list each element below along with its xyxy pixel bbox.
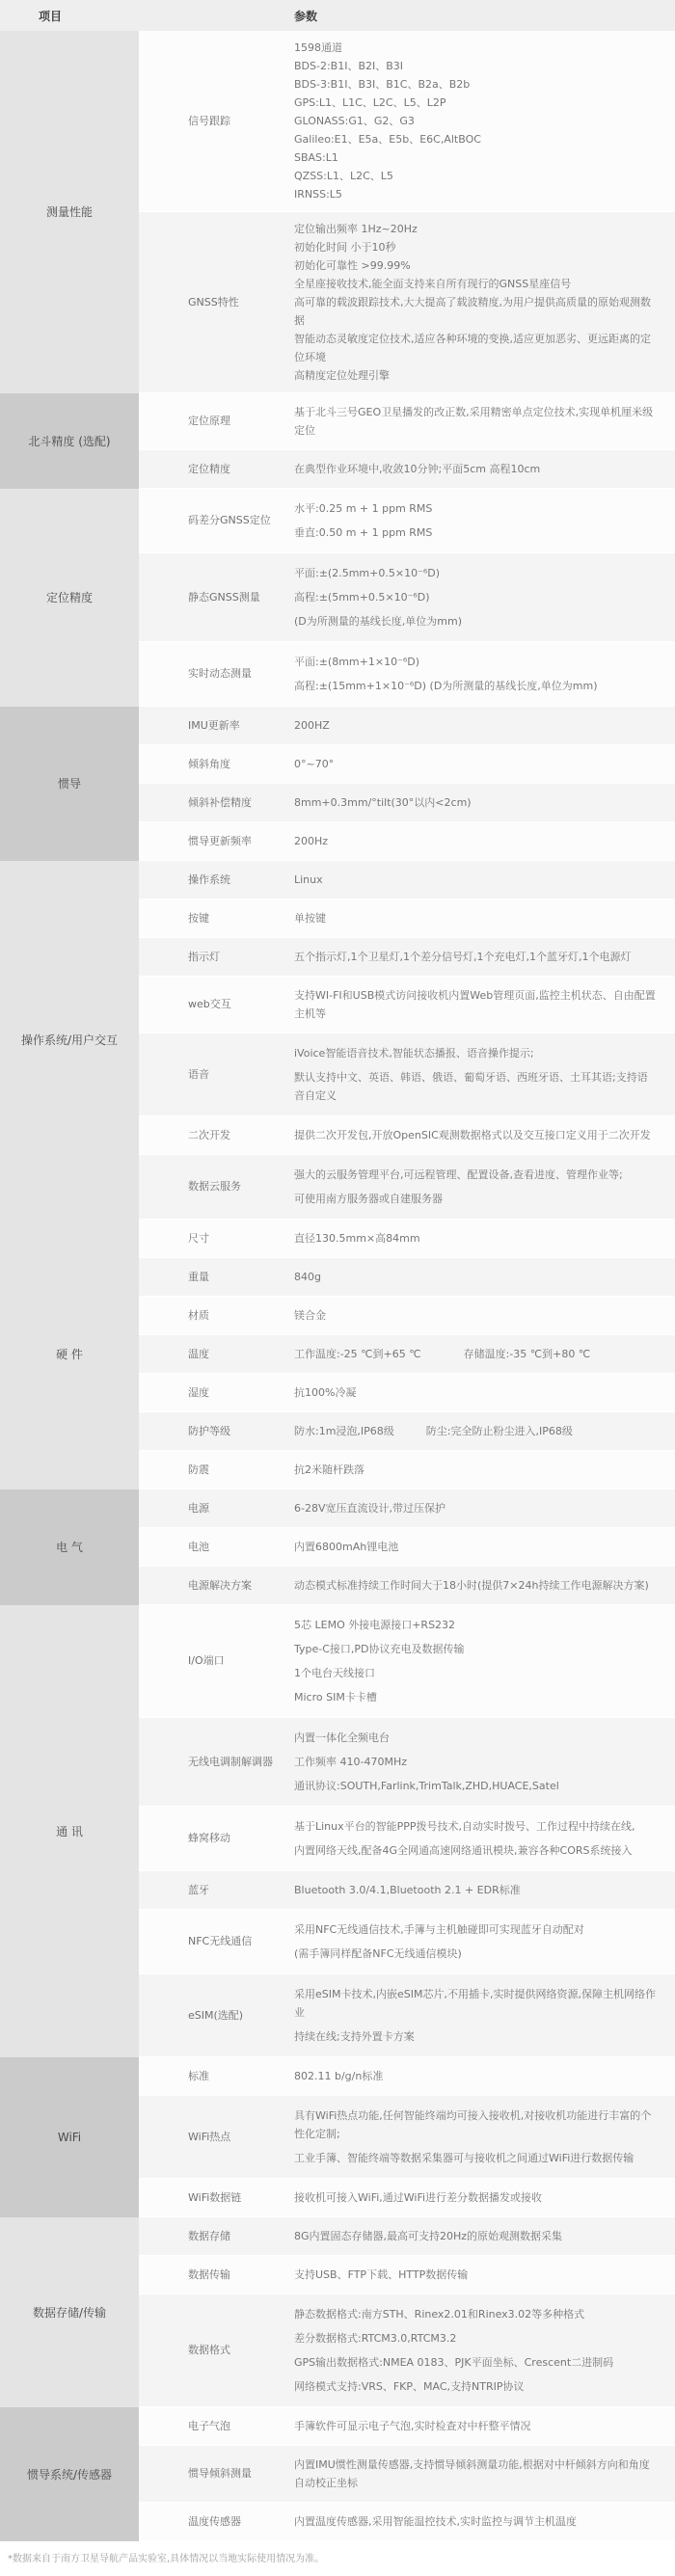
category-cell: 通 讯 bbox=[0, 1605, 139, 2057]
value-line: 网络模式支持:VRS、FKP、MAC,支持NTRIP协议 bbox=[294, 2380, 525, 2393]
param-value bbox=[294, 642, 675, 706]
param-value bbox=[294, 1489, 675, 1527]
spec-row bbox=[139, 977, 675, 1033]
value-line: BDS-3:B1I、B3I、B1C、B2a、B2b bbox=[294, 78, 471, 91]
value-line: 初始化可靠性 >99.99% bbox=[294, 259, 411, 272]
value-line: 基于北斗三号GEO卫星播发的改正数,采用精密单点定位技术,实现单机厘米级定位 bbox=[294, 406, 654, 437]
category-rows bbox=[139, 861, 675, 1220]
value-line: (D为所测量的基线长度,单位为mm) bbox=[294, 615, 462, 628]
param-value bbox=[294, 2217, 675, 2255]
param-label: 电子气泡 bbox=[188, 2419, 230, 2432]
value-line: 基于Linux平台的智能PPP拨号技术,自动实时拨号、工作过程中持续在线, bbox=[294, 1820, 635, 1833]
value-line: 6-28V宽压直流设计,带过压保护 bbox=[294, 1502, 446, 1515]
value-line: 静态数据格式:南方STH、Rinex2.01和Rinex3.02等多种格式 bbox=[294, 2308, 585, 2321]
param-label: 无线电调制解调器 bbox=[188, 1755, 273, 1768]
param-label: 语音 bbox=[188, 1067, 209, 1081]
header-param-col: 参数 bbox=[294, 9, 318, 23]
param-value bbox=[294, 899, 675, 937]
category-rows bbox=[139, 393, 675, 489]
value-line: 智能动态灵敏度定位技术,适应各种环境的变换,适应更加恶劣、更远距离的定位环境 bbox=[294, 333, 651, 363]
category-rows bbox=[139, 2407, 675, 2541]
param-value bbox=[294, 1374, 675, 1411]
spec-row bbox=[139, 1451, 675, 1489]
param-value bbox=[294, 2096, 675, 2178]
param-label: 重量 bbox=[188, 1270, 209, 1283]
spec-row bbox=[139, 489, 675, 553]
spec-row bbox=[139, 1116, 675, 1155]
spec-row bbox=[139, 899, 675, 938]
category-section bbox=[0, 2057, 675, 2217]
value-line: 可使用南方服务器或自建服务器 bbox=[294, 1193, 443, 1205]
param-label: 蓝牙 bbox=[188, 1883, 209, 1896]
spec-row bbox=[139, 2096, 675, 2179]
param-label: 数据云服务 bbox=[188, 1180, 241, 1193]
param-value bbox=[294, 1451, 675, 1489]
value-line: 平面:±(2.5mm+0.5×10⁻⁶D) bbox=[294, 567, 441, 579]
spec-row bbox=[139, 1412, 675, 1451]
param-label: 电源 bbox=[188, 1501, 209, 1515]
param-value bbox=[294, 489, 675, 552]
value-line: 采用eSIM卡技术,内嵌eSIM芯片,不用插卡,实时提供网络资源,保障主机网络作业 bbox=[294, 1988, 656, 2019]
param-value bbox=[294, 1258, 675, 1296]
category-rows bbox=[139, 2057, 675, 2217]
categories-container bbox=[0, 31, 675, 2541]
value-line: 采用NFC无线通信技术,手簿与主机触碰即可实现蓝牙自动配对 bbox=[294, 1923, 584, 1936]
param-label: 数据传输 bbox=[188, 2267, 230, 2281]
category-section bbox=[0, 489, 675, 707]
value-line: 平面:±(8mm+1×10⁻⁶D) bbox=[294, 656, 420, 668]
param-value bbox=[294, 938, 675, 976]
spec-row bbox=[139, 1335, 675, 1374]
param-value bbox=[294, 1220, 675, 1257]
value-line: 手簿软件可显示电子气泡,实时检查对中杆整平情况 bbox=[294, 2420, 531, 2432]
value-line: Micro SIM卡卡槽 bbox=[294, 1691, 377, 1704]
param-value bbox=[294, 1297, 675, 1334]
category-section bbox=[0, 707, 675, 861]
param-value bbox=[294, 745, 675, 783]
value-line: 五个指示灯,1个卫星灯,1个差分信号灯,1个充电灯,1个蓝牙灯,1个电源灯 bbox=[294, 951, 632, 963]
value-line: 接收机可接入WiFi,通过WiFi进行差分数据播发或接收 bbox=[294, 2191, 543, 2204]
param-label: 温度传感器 bbox=[188, 2514, 241, 2528]
param-value bbox=[294, 707, 675, 744]
spec-row bbox=[139, 822, 675, 861]
spec-row bbox=[139, 1974, 675, 2057]
value-line: 内置6800mAh锂电池 bbox=[294, 1541, 399, 1553]
value-line: (需手簿同样配备NFC无线通信模块) bbox=[294, 1947, 462, 1960]
value-line: 1598通道 bbox=[294, 41, 342, 54]
spec-row bbox=[139, 642, 675, 707]
param-label: 按键 bbox=[188, 911, 209, 925]
category-section bbox=[0, 1605, 675, 2057]
value-line: iVoice智能语音技术,智能状态播报、语音操作提示; bbox=[294, 1047, 534, 1060]
param-label: 信号跟踪 bbox=[188, 114, 230, 127]
value-line: 通讯协议:SOUTH,Farlink,TrimTalk,ZHD,HUACE,Satel bbox=[294, 1780, 559, 1792]
category-cell: 硬 件 bbox=[0, 1220, 139, 1489]
value-line: SBAS:L1 bbox=[294, 151, 338, 164]
value-line: 直径130.5mm×高84mm bbox=[294, 1232, 420, 1245]
spec-row bbox=[139, 1567, 675, 1605]
spec-row bbox=[139, 938, 675, 977]
spec-row bbox=[139, 1528, 675, 1567]
spec-row bbox=[139, 2179, 675, 2217]
param-label: WiFi热点 bbox=[188, 2130, 231, 2143]
param-label: 电池 bbox=[188, 1540, 209, 1553]
param-label: IMU更新率 bbox=[188, 718, 240, 732]
category-cell: 北斗精度 (选配) bbox=[0, 393, 139, 489]
param-value bbox=[294, 553, 675, 641]
spec-row bbox=[139, 1910, 675, 1974]
spec-row bbox=[139, 1718, 675, 1807]
category-cell: 操作系统/用户交互 bbox=[0, 861, 139, 1220]
value-line: 高精度定位处理引擎 bbox=[294, 369, 390, 382]
param-value bbox=[294, 2407, 675, 2445]
value-line: 垂直:0.50 m + 1 ppm RMS bbox=[294, 526, 433, 539]
param-label: 惯导更新频率 bbox=[188, 834, 252, 847]
param-label: web交互 bbox=[188, 998, 231, 1010]
param-label: 定位原理 bbox=[188, 415, 230, 427]
header-item-col: 项目 bbox=[39, 9, 63, 23]
param-value bbox=[294, 2057, 675, 2095]
value-line: Bluetooth 3.0/4.1,Bluetooth 2.1 + EDR标准 bbox=[294, 1884, 521, 1896]
spec-row bbox=[139, 1258, 675, 1297]
value-line: 0°~70° bbox=[294, 758, 335, 770]
param-label: 惯导倾斜测量 bbox=[188, 2467, 252, 2480]
value-line: 默认支持中文、英语、韩语、俄语、葡萄牙语、西班牙语、土耳其语;支持语音自定义 bbox=[294, 1071, 648, 1102]
param-value bbox=[294, 1605, 675, 1717]
spec-row bbox=[139, 707, 675, 745]
value-line: 初始化时间 小于10秒 bbox=[294, 241, 396, 254]
value-line: 镁合金 bbox=[294, 1309, 326, 1322]
category-cell: 定位精度 bbox=[0, 489, 139, 707]
category-rows bbox=[139, 707, 675, 861]
spec-row bbox=[139, 553, 675, 642]
value-line: GPS输出数据格式:NMEA 0183、PJK平面坐标、Crescent二进制码 bbox=[294, 2356, 614, 2369]
category-cell: 数据存储/传输 bbox=[0, 2217, 139, 2407]
param-value bbox=[294, 1335, 675, 1373]
param-label: 防震 bbox=[188, 1462, 209, 1476]
category-section bbox=[0, 861, 675, 1220]
param-label: 温度 bbox=[188, 1347, 209, 1360]
value-line: 支持WI-FI和USB模式访问接收机内置Web管理页面,监控主机状态、自由配置主机等 bbox=[294, 989, 656, 1020]
param-value bbox=[294, 822, 675, 860]
category-rows bbox=[139, 1605, 675, 2057]
param-label: eSIM(选配) bbox=[188, 2008, 244, 2022]
param-value bbox=[294, 31, 675, 211]
spec-row bbox=[139, 393, 675, 450]
category-rows bbox=[139, 1220, 675, 1489]
param-label: 静态GNSS测量 bbox=[188, 590, 260, 604]
param-label: 倾斜补偿精度 bbox=[188, 795, 252, 809]
param-label: 防护等级 bbox=[188, 1424, 230, 1437]
param-value bbox=[294, 784, 675, 821]
param-value bbox=[294, 393, 675, 449]
category-section bbox=[0, 1220, 675, 1489]
param-value bbox=[294, 2179, 675, 2216]
param-label: 指示灯 bbox=[188, 950, 220, 963]
value-line: 水平:0.25 m + 1 ppm RMS bbox=[294, 502, 433, 515]
value-line: Galileo:E1、E5a、E5b、E6C,AltBOC bbox=[294, 133, 481, 146]
param-label: 湿度 bbox=[188, 1385, 209, 1399]
category-cell: 电 气 bbox=[0, 1489, 139, 1605]
value-line: 支持USB、FTP下载、HTTP数据传输 bbox=[294, 2268, 469, 2281]
spec-row bbox=[139, 2294, 675, 2407]
param-value bbox=[294, 977, 675, 1033]
value-line: 抗2米随杆跌落 bbox=[294, 1463, 364, 1476]
value-line: 差分数据格式:RTCM3.0,RTCM3.2 bbox=[294, 2332, 457, 2345]
value-line: 强大的云服务管理平台,可远程管理、配置设备,查看进度、管理作业等; bbox=[294, 1168, 623, 1181]
value-line: BDS-2:B1I、B2I、B3I bbox=[294, 60, 404, 72]
param-value bbox=[294, 1567, 675, 1604]
category-section bbox=[0, 1489, 675, 1605]
param-label: 尺寸 bbox=[188, 1231, 209, 1245]
value-line: 具有WiFi热点功能,任何智能终端均可接入接收机,对接收机功能进行丰富的个性化定制; bbox=[294, 2109, 652, 2140]
value-line: 高可靠的载波跟踪技术,大大提高了载波精度,为用户提供高质量的原始观测数据 bbox=[294, 296, 651, 327]
category-rows bbox=[139, 31, 675, 393]
category-rows bbox=[139, 2217, 675, 2407]
value-line: QZSS:L1、L2C、L5 bbox=[294, 170, 393, 182]
param-value bbox=[294, 1718, 675, 1806]
category-rows bbox=[139, 1489, 675, 1605]
value-line: 单按键 bbox=[294, 912, 326, 925]
spec-row bbox=[139, 1297, 675, 1335]
value-line: 1个电台天线接口 bbox=[294, 1667, 375, 1679]
param-value bbox=[294, 2294, 675, 2406]
value-line: 8G内置固态存储器,最高可支持20Hz的原始观测数据采集 bbox=[294, 2230, 563, 2242]
param-label: 倾斜角度 bbox=[188, 757, 230, 770]
param-label: 定位精度 bbox=[188, 462, 230, 475]
value-line: Type-C接口,PD协议充电及数据传输 bbox=[294, 1643, 465, 1655]
value-line: 内置温度传感器,采用智能温控技术,实时监控与调节主机温度 bbox=[294, 2515, 577, 2528]
value-line: 抗100%冷凝 bbox=[294, 1386, 357, 1399]
spec-row bbox=[139, 2217, 675, 2256]
param-label: I/O端口 bbox=[188, 1654, 225, 1667]
value-line: 内置网络天线,配备4G全网通高速网络通讯模块,兼容各种CORS系统接入 bbox=[294, 1844, 633, 1857]
spec-row bbox=[139, 2256, 675, 2294]
category-rows bbox=[139, 489, 675, 707]
value-line: 高程:±(5mm+0.5×10⁻⁶D) bbox=[294, 591, 430, 604]
param-value bbox=[294, 1974, 675, 2056]
value-line: Linux bbox=[294, 873, 323, 886]
value-line: 工作温度:-25 ℃到+65 ℃ 存储温度:-35 ℃到+80 ℃ bbox=[294, 1348, 591, 1360]
param-label: 电源解决方案 bbox=[188, 1578, 252, 1592]
param-value bbox=[294, 1116, 675, 1154]
param-label: NFC无线通信 bbox=[188, 1935, 253, 1947]
table-header bbox=[0, 0, 675, 31]
category-cell: 惯导系统/传感器 bbox=[0, 2407, 139, 2541]
spec-row bbox=[139, 1489, 675, 1528]
value-line: 200HZ bbox=[294, 719, 330, 732]
spec-row bbox=[139, 212, 675, 393]
param-value bbox=[294, 2256, 675, 2294]
spec-row bbox=[139, 1807, 675, 1871]
value-line: 提供二次开发包,开放OpenSIC观测数据格式以及交互接口定义用于二次开发 bbox=[294, 1129, 651, 1141]
value-line: 840g bbox=[294, 1271, 321, 1283]
spec-row bbox=[139, 861, 675, 899]
value-line: 200Hz bbox=[294, 835, 329, 847]
param-label: 码差分GNSS定位 bbox=[188, 514, 271, 526]
value-line: 动态模式标准持续工作时间大于18小时(提供7×24h持续工作电源解决方案) bbox=[294, 1579, 649, 1592]
value-line: IRNSS:L5 bbox=[294, 188, 342, 201]
value-line: 内置一体化全频电台 bbox=[294, 1731, 390, 1744]
value-line: 在典型作业环境中,收敛10分钟;平面5cm 高程10cm bbox=[294, 463, 541, 475]
value-line: 定位输出频率 1Hz~20Hz bbox=[294, 223, 418, 235]
param-label: 二次开发 bbox=[188, 1128, 230, 1141]
category-section bbox=[0, 31, 675, 393]
value-line: 防水:1m浸泡,IP68级 防尘:完全防止粉尘进入,IP68级 bbox=[294, 1425, 573, 1437]
category-section bbox=[0, 2217, 675, 2407]
spec-row bbox=[139, 31, 675, 212]
param-label: 蜂窝移动 bbox=[188, 1832, 230, 1844]
spec-row bbox=[139, 2057, 675, 2096]
spec-row bbox=[139, 1155, 675, 1220]
param-label: GNSS特性 bbox=[188, 295, 239, 309]
param-value bbox=[294, 1807, 675, 1870]
param-label: WiFi数据链 bbox=[188, 2190, 242, 2204]
spec-row bbox=[139, 2503, 675, 2541]
value-line: 工业手簿、智能终端等数据采集器可与接收机之间通过WiFi进行数据传输 bbox=[294, 2152, 634, 2164]
param-value bbox=[294, 1910, 675, 1973]
value-line: 5芯 LEMO 外接电源接口+RS232 bbox=[294, 1619, 456, 1631]
param-value bbox=[294, 1412, 675, 1450]
param-label: 标准 bbox=[188, 2069, 209, 2082]
value-line: 8mm+0.3mm/°tilt(30°以内<2cm) bbox=[294, 796, 472, 809]
value-line: 全星座接收技术,能全面支持来自所有现行的GNSS星座信号 bbox=[294, 278, 572, 290]
value-line: 工作频率 410-470MHz bbox=[294, 1756, 407, 1768]
spec-row bbox=[139, 745, 675, 784]
spec-row bbox=[139, 784, 675, 822]
footnote: *数据来自于南方卫星导航产品实验室,具体情况以当地实际使用情况为准。 bbox=[8, 2554, 325, 2564]
category-cell: WiFi bbox=[0, 2057, 139, 2217]
spec-row bbox=[139, 1871, 675, 1910]
param-value bbox=[294, 1033, 675, 1115]
param-value bbox=[294, 2446, 675, 2502]
value-line: GPS:L1、L1C、L2C、L5、L2P bbox=[294, 96, 446, 109]
spec-row bbox=[139, 2407, 675, 2446]
param-label: 材质 bbox=[188, 1308, 209, 1322]
param-value bbox=[294, 212, 675, 392]
param-label: 实时动态测量 bbox=[188, 667, 252, 680]
param-label: 数据存储 bbox=[188, 2229, 230, 2242]
param-value bbox=[294, 1155, 675, 1219]
value-line: 持续在线;支持外置卡方案 bbox=[294, 2030, 415, 2043]
value-line: 802.11 b/g/n标准 bbox=[294, 2070, 384, 2082]
value-line: 高程:±(15mm+1×10⁻⁶D) (D为所测量的基线长度,单位为mm) bbox=[294, 680, 598, 692]
spec-row bbox=[139, 450, 675, 489]
spec-row bbox=[139, 1605, 675, 1718]
param-label: 数据格式 bbox=[188, 2344, 230, 2356]
param-value bbox=[294, 1528, 675, 1566]
spec-row bbox=[139, 1374, 675, 1412]
param-value bbox=[294, 1871, 675, 1909]
category-cell: 惯导 bbox=[0, 707, 139, 861]
category-section bbox=[0, 393, 675, 489]
spec-row bbox=[139, 1033, 675, 1116]
param-value bbox=[294, 450, 675, 488]
category-section bbox=[0, 2407, 675, 2541]
value-line: 内置IMU惯性测量传感器,支持惯导倾斜测量功能,根据对中杆倾斜方向和角度自动校正坐标 bbox=[294, 2458, 650, 2489]
spec-row bbox=[139, 2446, 675, 2503]
param-label: 操作系统 bbox=[188, 872, 230, 886]
spec-row bbox=[139, 1220, 675, 1258]
param-value bbox=[294, 2503, 675, 2540]
param-value bbox=[294, 861, 675, 899]
category-cell: 测量性能 bbox=[0, 31, 139, 393]
value-line: GLONASS:G1、G2、G3 bbox=[294, 115, 415, 127]
